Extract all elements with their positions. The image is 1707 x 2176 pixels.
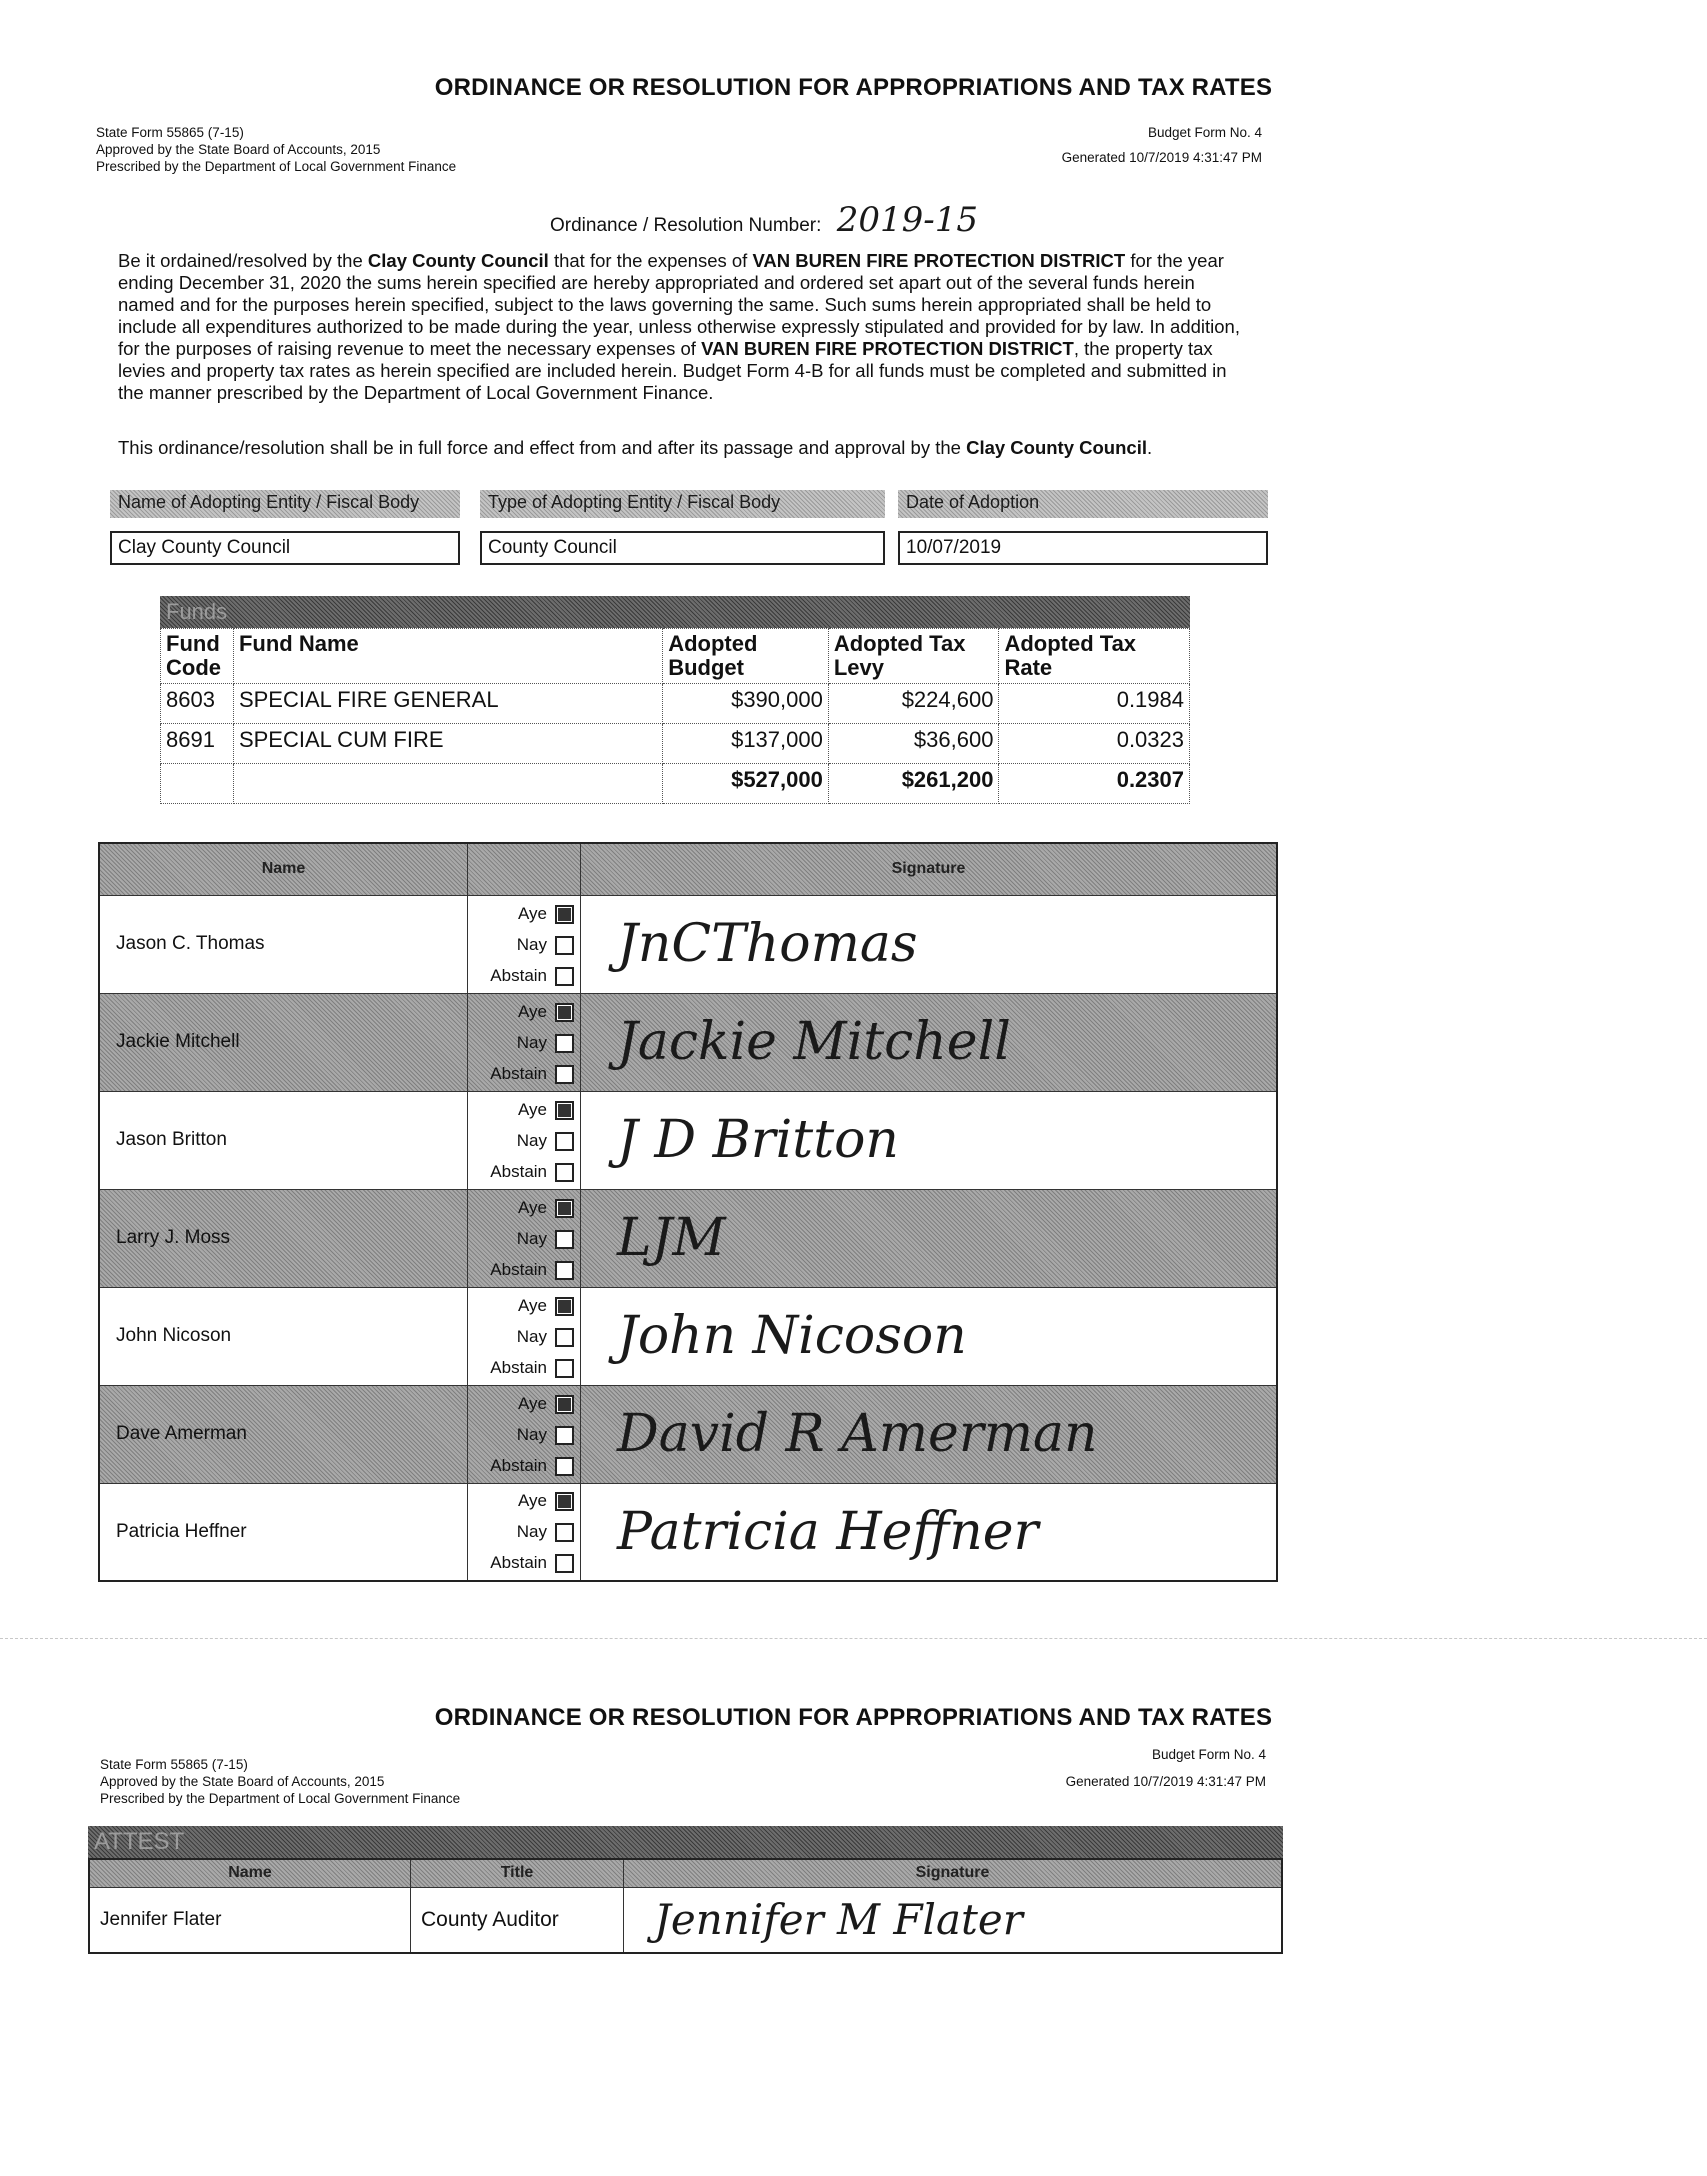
aye-checkbox[interactable]	[555, 1395, 574, 1414]
vote-option-label: Abstain	[490, 1161, 547, 1181]
member-name: Jason Britton	[99, 1091, 468, 1189]
body-text: Be it ordained/resolved by the	[118, 250, 368, 271]
vote-table-header	[99, 843, 1277, 895]
budget-form-number: Budget Form No. 4	[1151, 1747, 1266, 1762]
state-form-number: State Form 55865 (7-15)	[96, 125, 244, 140]
vote-option-label: Nay	[516, 1032, 547, 1052]
vote-option-label: Nay	[516, 1522, 547, 1542]
vote-row	[99, 1287, 1277, 1385]
page-divider	[0, 1638, 1707, 1639]
vote-option-label: Nay	[516, 1326, 547, 1346]
attest-section-header: ATTEST	[88, 1826, 1283, 1858]
signature-cell	[581, 1189, 1278, 1287]
form-metadata-page2	[100, 1756, 460, 1807]
vote-option-abstain	[469, 1156, 574, 1187]
vote-option-abstain	[469, 960, 574, 991]
member-name: Patricia Heffner	[99, 1483, 468, 1581]
fund-name-header: Fund Name	[233, 629, 662, 684]
nay-checkbox[interactable]	[555, 1523, 574, 1542]
ordinance-number-handwritten: 2019-15	[836, 200, 978, 240]
aye-checkbox[interactable]	[555, 1003, 574, 1022]
vote-option-nay	[469, 1027, 574, 1058]
form-generation-info	[1000, 124, 1262, 166]
vote-option-label: Aye	[518, 1197, 547, 1217]
vote-option-label: Nay	[516, 1228, 547, 1248]
vote-option-nay	[469, 1223, 574, 1254]
nay-checkbox[interactable]	[555, 1230, 574, 1249]
abstain-checkbox[interactable]	[555, 1163, 574, 1182]
prescribed-by: Prescribed by the Department of Local Government Finance	[96, 159, 457, 174]
vote-option-label: Abstain	[490, 1357, 547, 1377]
vote-option-label: Aye	[518, 1295, 547, 1315]
signature-cell	[581, 895, 1278, 993]
attest-table-header	[89, 1859, 1282, 1887]
member-signature: John Nicoson	[617, 1306, 967, 1366]
vote-row	[99, 895, 1277, 993]
vote-option-aye	[469, 1290, 574, 1321]
vote-option-label: Nay	[516, 1130, 547, 1150]
body-text: that for the expenses of	[548, 250, 753, 271]
nay-checkbox[interactable]	[555, 936, 574, 955]
vote-row	[99, 1385, 1277, 1483]
generated-timestamp: Generated 10/7/2019 4:31:47 PM	[1065, 1774, 1266, 1789]
vote-option-label: Nay	[516, 934, 547, 954]
totals-row	[161, 764, 1190, 804]
vote-option-aye	[469, 996, 574, 1027]
attest-signature-header: Signature	[624, 1859, 1283, 1887]
body-text: This ordinance/resolution shall be in full force and effect from and after its passage and approval by the	[118, 437, 967, 458]
member-signature: JnCThomas	[617, 914, 918, 974]
form-metadata	[96, 124, 456, 175]
vote-option-label: Abstain	[490, 1455, 547, 1475]
fund-name: SPECIAL FIRE GENERAL	[233, 684, 662, 724]
vote-options	[468, 1189, 581, 1287]
vote-options	[468, 993, 581, 1091]
vote-option-abstain	[469, 1352, 574, 1383]
nay-checkbox[interactable]	[555, 1328, 574, 1347]
abstain-checkbox[interactable]	[555, 1554, 574, 1573]
fund-code: 8603	[161, 684, 234, 724]
vote-row	[99, 993, 1277, 1091]
ordinance-number-line	[550, 200, 978, 240]
body-text: , the property tax levies and property tax rates as herein specified are included herein. Budget Form 4-B for all funds must be completed and submitted in the manner prescribed by the Department of Local Government Finance.	[118, 338, 1227, 403]
entity-type-field: County Council	[480, 531, 885, 565]
effective-date-paragraph	[118, 437, 1248, 459]
vote-options	[468, 895, 581, 993]
signature-cell	[581, 1385, 1278, 1483]
budget-form-number: Budget Form No. 4	[1147, 125, 1262, 140]
adopted-rate-header: Adopted Tax Rate	[999, 629, 1190, 684]
adoption-date-field: 10/07/2019	[898, 531, 1268, 565]
aye-checkbox[interactable]	[555, 1492, 574, 1511]
fund-code-header: Fund Code	[161, 629, 234, 684]
fund-budget: $137,000	[663, 724, 829, 764]
signature-cell	[581, 1091, 1278, 1189]
form-generation-info-page2	[1000, 1746, 1266, 1790]
vote-option-label: Abstain	[490, 965, 547, 985]
aye-checkbox[interactable]	[555, 1297, 574, 1316]
vote-option-abstain	[469, 1254, 574, 1285]
approved-by: Approved by the State Board of Accounts, 2015	[100, 1774, 385, 1789]
form-title: ORDINANCE OR RESOLUTION FOR APPROPRIATIONS AND TAX RATES	[434, 74, 1273, 101]
aye-checkbox[interactable]	[555, 1101, 574, 1120]
entity-name-header: Name of Adopting Entity / Fiscal Body	[110, 490, 460, 518]
generated-timestamp: Generated 10/7/2019 4:31:47 PM	[1061, 150, 1262, 165]
nay-checkbox[interactable]	[555, 1034, 574, 1053]
council-name: Clay County Council	[966, 437, 1147, 458]
approved-by: Approved by the State Board of Accounts, 2015	[96, 142, 381, 157]
vote-option-label: Aye	[518, 1001, 547, 1021]
adoption-date-header: Date of Adoption	[898, 490, 1268, 518]
adopted-levy-header: Adopted Tax Levy	[828, 629, 999, 684]
signature-cell	[581, 1483, 1278, 1581]
vote-rows	[99, 895, 1277, 1581]
vote-option-abstain	[469, 1058, 574, 1089]
vote-option-label: Aye	[518, 1491, 547, 1511]
member-signature: LJM	[617, 1208, 726, 1268]
vote-option-abstain	[469, 1450, 574, 1481]
attest-name: Jennifer Flater	[89, 1887, 411, 1953]
member-name: Larry J. Moss	[99, 1189, 468, 1287]
vote-option-aye	[469, 1094, 574, 1125]
member-name: Dave Amerman	[99, 1385, 468, 1483]
vote-row	[99, 1483, 1277, 1581]
signature-cell	[581, 993, 1278, 1091]
fund-rate: 0.0323	[999, 724, 1190, 764]
body-text: for the year ending December 31, 2020 the sums herein specified are hereby appropriated and ordered set apart out of the several funds herein named and for the purposes herein specified, subject to the laws governing the same. Such sums herein appropriated shall be held to include all expenditures authorized to be made during the year, unless otherwise expressly stipulated and provided for by law. In addition, for the purposes of raising revenue to meet the necessary expenses of	[118, 250, 1240, 359]
member-name: Jason C. Thomas	[99, 895, 468, 993]
vote-options	[468, 1287, 581, 1385]
vote-option-aye	[469, 1485, 574, 1516]
vote-option-aye	[469, 1388, 574, 1419]
fund-rate: 0.1984	[999, 684, 1190, 724]
entity-name-field: Clay County Council	[110, 531, 460, 565]
aye-checkbox[interactable]	[555, 905, 574, 924]
member-signature: David R Amerman	[617, 1404, 1098, 1464]
prescribed-by: Prescribed by the Department of Local Government Finance	[100, 1791, 461, 1806]
vote-option-abstain	[469, 1547, 574, 1578]
fund-budget: $390,000	[663, 684, 829, 724]
vote-option-nay	[469, 1419, 574, 1450]
abstain-checkbox[interactable]	[555, 1261, 574, 1280]
district-name: VAN BUREN FIRE PROTECTION DISTRICT	[701, 338, 1074, 359]
attest-table	[88, 1858, 1283, 1954]
vote-options	[468, 1483, 581, 1581]
aye-checkbox[interactable]	[555, 1199, 574, 1218]
funds-table	[160, 628, 1190, 804]
vote-options	[468, 1091, 581, 1189]
ordinance-number-label: Ordinance / Resolution Number:	[550, 215, 822, 236]
vote-option-label: Aye	[518, 1099, 547, 1119]
vote-row	[99, 1091, 1277, 1189]
total-levy: $261,200	[828, 764, 999, 804]
vote-option-label: Abstain	[490, 1259, 547, 1279]
vote-option-label: Abstain	[490, 1063, 547, 1083]
vote-option-label: Aye	[518, 1393, 547, 1413]
vote-row	[99, 1189, 1277, 1287]
abstain-checkbox[interactable]	[555, 1457, 574, 1476]
vote-option-nay	[469, 1321, 574, 1352]
nay-checkbox[interactable]	[555, 1426, 574, 1445]
attest-title-header: Title	[411, 1859, 624, 1887]
vote-name-header: Name	[99, 843, 468, 895]
total-rate: 0.2307	[999, 764, 1190, 804]
abstain-checkbox[interactable]	[555, 1065, 574, 1084]
table-row	[161, 684, 1190, 724]
vote-option-label: Aye	[518, 903, 547, 923]
nay-checkbox[interactable]	[555, 1132, 574, 1151]
attest-signature-cell	[624, 1887, 1283, 1953]
fund-levy: $224,600	[828, 684, 999, 724]
adopted-budget-header: Adopted Budget	[663, 629, 829, 684]
fund-name: SPECIAL CUM FIRE	[233, 724, 662, 764]
table-row	[161, 724, 1190, 764]
vote-option-nay	[469, 1125, 574, 1156]
fund-levy: $36,600	[828, 724, 999, 764]
funds-table-header	[161, 629, 1190, 684]
member-signature: Patricia Heffner	[617, 1501, 1039, 1562]
vote-option-label: Abstain	[490, 1553, 547, 1573]
funds-section-header: Funds	[160, 596, 1190, 628]
vote-option-nay	[469, 929, 574, 960]
signature-cell	[581, 1287, 1278, 1385]
vote-option-label: Nay	[516, 1424, 547, 1444]
form-title-page2: ORDINANCE OR RESOLUTION FOR APPROPRIATIONS AND TAX RATES	[434, 1704, 1273, 1731]
attest-title: County Auditor	[411, 1887, 624, 1953]
ordinance-body-paragraph	[118, 250, 1248, 404]
table-row	[89, 1887, 1282, 1953]
fund-code: 8691	[161, 724, 234, 764]
vote-option-aye	[469, 1192, 574, 1223]
vote-option-aye	[469, 898, 574, 929]
total-budget: $527,000	[663, 764, 829, 804]
attest-signature: Jennifer M Flater	[654, 1895, 1023, 1945]
attest-name-header: Name	[89, 1859, 411, 1887]
member-signature: Jackie Mitchell	[617, 1012, 1011, 1072]
vote-table	[98, 842, 1278, 1582]
entity-type-header: Type of Adopting Entity / Fiscal Body	[480, 490, 885, 518]
council-name: Clay County Council	[367, 250, 549, 271]
abstain-checkbox[interactable]	[555, 1359, 574, 1378]
body-text: .	[1146, 437, 1153, 458]
member-name: John Nicoson	[99, 1287, 468, 1385]
vote-signature-header: Signature	[581, 843, 1278, 895]
district-name: VAN BUREN FIRE PROTECTION DISTRICT	[752, 250, 1126, 271]
member-signature: J D Britton	[617, 1110, 899, 1170]
vote-options	[468, 1385, 581, 1483]
abstain-checkbox[interactable]	[555, 967, 574, 986]
vote-option-nay	[469, 1516, 574, 1547]
member-name: Jackie Mitchell	[99, 993, 468, 1091]
state-form-number: State Form 55865 (7-15)	[100, 1757, 248, 1772]
